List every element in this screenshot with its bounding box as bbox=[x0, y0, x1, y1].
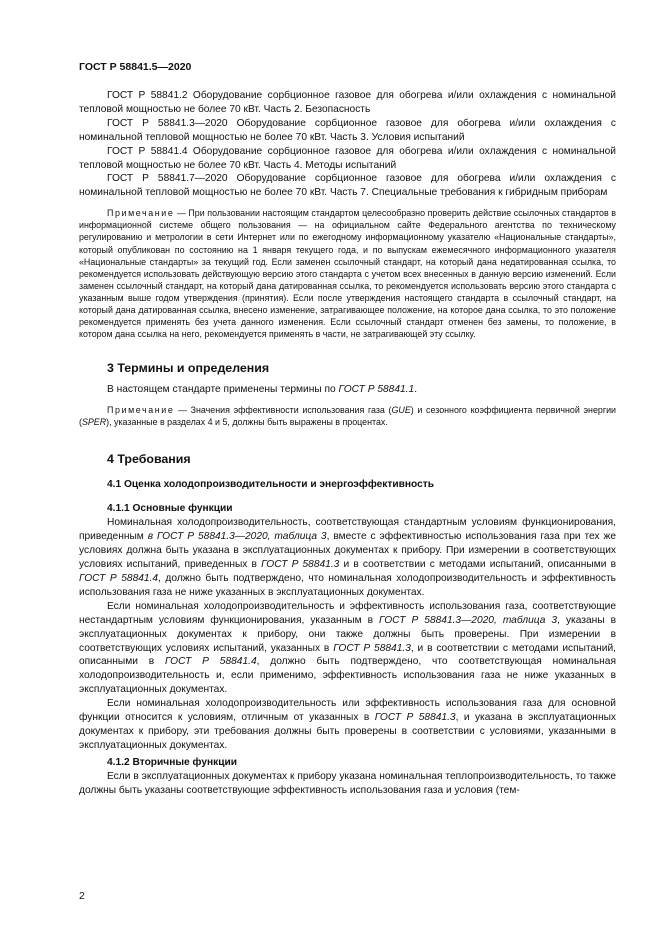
paragraph: Если в эксплуатационных документах к прибору указана номинальная теплопроизводительность, то также должны быть указаны соответствующие эффективность использования газа и условия (тем- bbox=[79, 770, 616, 796]
section-4-title: 4 Требования bbox=[107, 452, 191, 467]
reference-item: ГОСТ Р 58841.3—2020 Оборудование сорбционное газовое для обогрева и/или охлаждения с номинальной тепловой мощностью не более 70 кВт. Часть 3. Условия испытаний bbox=[79, 117, 616, 143]
paragraph: Если номинальная холодопроизводительность и эффективность использования газа, соответствующие нестандартным условиям функционирования, указанным в ГОСТ Р 58841.3—2020, таблица 3, указаны в эксплуатационных документах к прибору, они также должны быть проверены. При измерении в соответствующих условиях испытаний, указанных в ГОСТ Р 58841.3, и в соответствии с методами испытаний, описанными в ГОСТ Р 58841.4, должно быть подтверждено, что соответствующая номинальная холодопроизводительность и, если применимо, эффективность использования газа не ниже указанных в эксплуатационных документах. bbox=[79, 600, 617, 696]
document-body bbox=[79, 89, 616, 798]
section-3-intro: В настоящем стандарте применены термины по ГОСТ Р 58841.1. bbox=[107, 384, 418, 396]
reference-link: ГОСТ Р 58841.1 bbox=[338, 384, 415, 396]
note-label: Примечание bbox=[107, 405, 175, 416]
note-references bbox=[79, 207, 616, 340]
subsection-4-1-title: 4.1 Оценка холодопроизводительности и энергоэффективность bbox=[107, 479, 435, 491]
reference-item: ГОСТ Р 58841.2 Оборудование сорбционное газовое для обогрева и/или охлаждения с номинальной тепловой мощностью не более 70 кВт. Часть 2. Безопасность bbox=[79, 90, 616, 115]
note-gue-sper: Примечание — Значения эффективности использования газа (GUE) и сезонного коэффициента первичной энергии (SPER), указанные в разделах 4 и 5, должны быть выражены в процентах. bbox=[79, 405, 616, 428]
paragraph: Если номинальная холодопроизводительность или эффективность использования газа для основной функции относится к условиям, отличным от указанных в ГОСТ Р 58841.3, и указана в эксплуатационных документах к прибору, эти требования должны быть проверены в соответствии с условиями, указанными в эксплуатационных документах. bbox=[79, 698, 616, 751]
subsection-4-1-1-title: 4.1.1 Основные функции bbox=[107, 503, 233, 515]
page-number: 2 bbox=[79, 890, 85, 902]
section-3-title: 3 Термины и определения bbox=[107, 361, 270, 376]
subsection-4-1-2-title: 4.1.2 Вторичные функции bbox=[107, 756, 238, 768]
document-header: ГОСТ Р 58841.5—2020 bbox=[79, 61, 192, 73]
note-text: — При пользовании настоящим стандартом целесообразно проверить действие ссылочных стандартов в информационной системе общего пользования — на официальном сайте Федерального агентства по техническому регулированию и метрологии в сети Интернет или по ежегодному информационному указателю «Национальные стандарты», который опубликован по состоянию на 1 января текущего года, и по выпускам ежемесячного информационного указателя «Национальные стандарты» за текущий год. Если заменен ссылочный стандарт, на который дана недатированная ссылка, то рекомендуется использовать действующую версию этого стандарта с учетом всех внесенных в данную версию изменений. Если заменен ссылочный стандарт, на который дана датированная ссылка, то рекомендуется использовать версию этого стандарта с указанным выше годом утверждения (принятия). Если после утверждения настоящего стандарта в ссылочный стандарт, на который дана датированная ссылка, внесено изменение, затрагивающее положение, на которое дана ссылка, то это положение рекомендуется применять без учета данного изменения. Если ссылочный стандарт отменен без замены, то положение, в котором дана ссылка на него, рекомендуется применять в части, не затрагивающей эту ссылку. bbox=[79, 208, 616, 340]
note-label: Примечание bbox=[107, 208, 175, 219]
reference-item: ГОСТ Р 58841.7—2020 Оборудование сорбционное газовое для обогрева и/или охлаждения с номинальной тепловой мощностью не более 70 кВт. Часть 7. Специальные требования к гибридным приборам bbox=[79, 173, 616, 199]
reference-item: ГОСТ Р 58841.4 Оборудование сорбционное газовое для обогрева и/или охлаждения с номинальной тепловой мощностью не более 70 кВт. Часть 4. Методы испытаний bbox=[79, 145, 616, 171]
paragraph: Номинальная холодопроизводительность, соответствующая стандартным условиям функционирования, приведенным в ГОСТ Р 58841.3—2020, таблица 3, вместе с эффективностью использования газа при тех же условиях должна быть указана в эксплуатационных документах к прибору. При измерении в соответствующих условиях испытаний, приведенных в ГОСТ Р 58841.3 и в соответствии с методами испытаний, описанными в ГОСТ Р 58841.4, должно быть подтверждено, что номинальная холодопроизводительность и эффективность использования газа не ниже указанных в эксплуатационных документах. bbox=[79, 517, 616, 598]
